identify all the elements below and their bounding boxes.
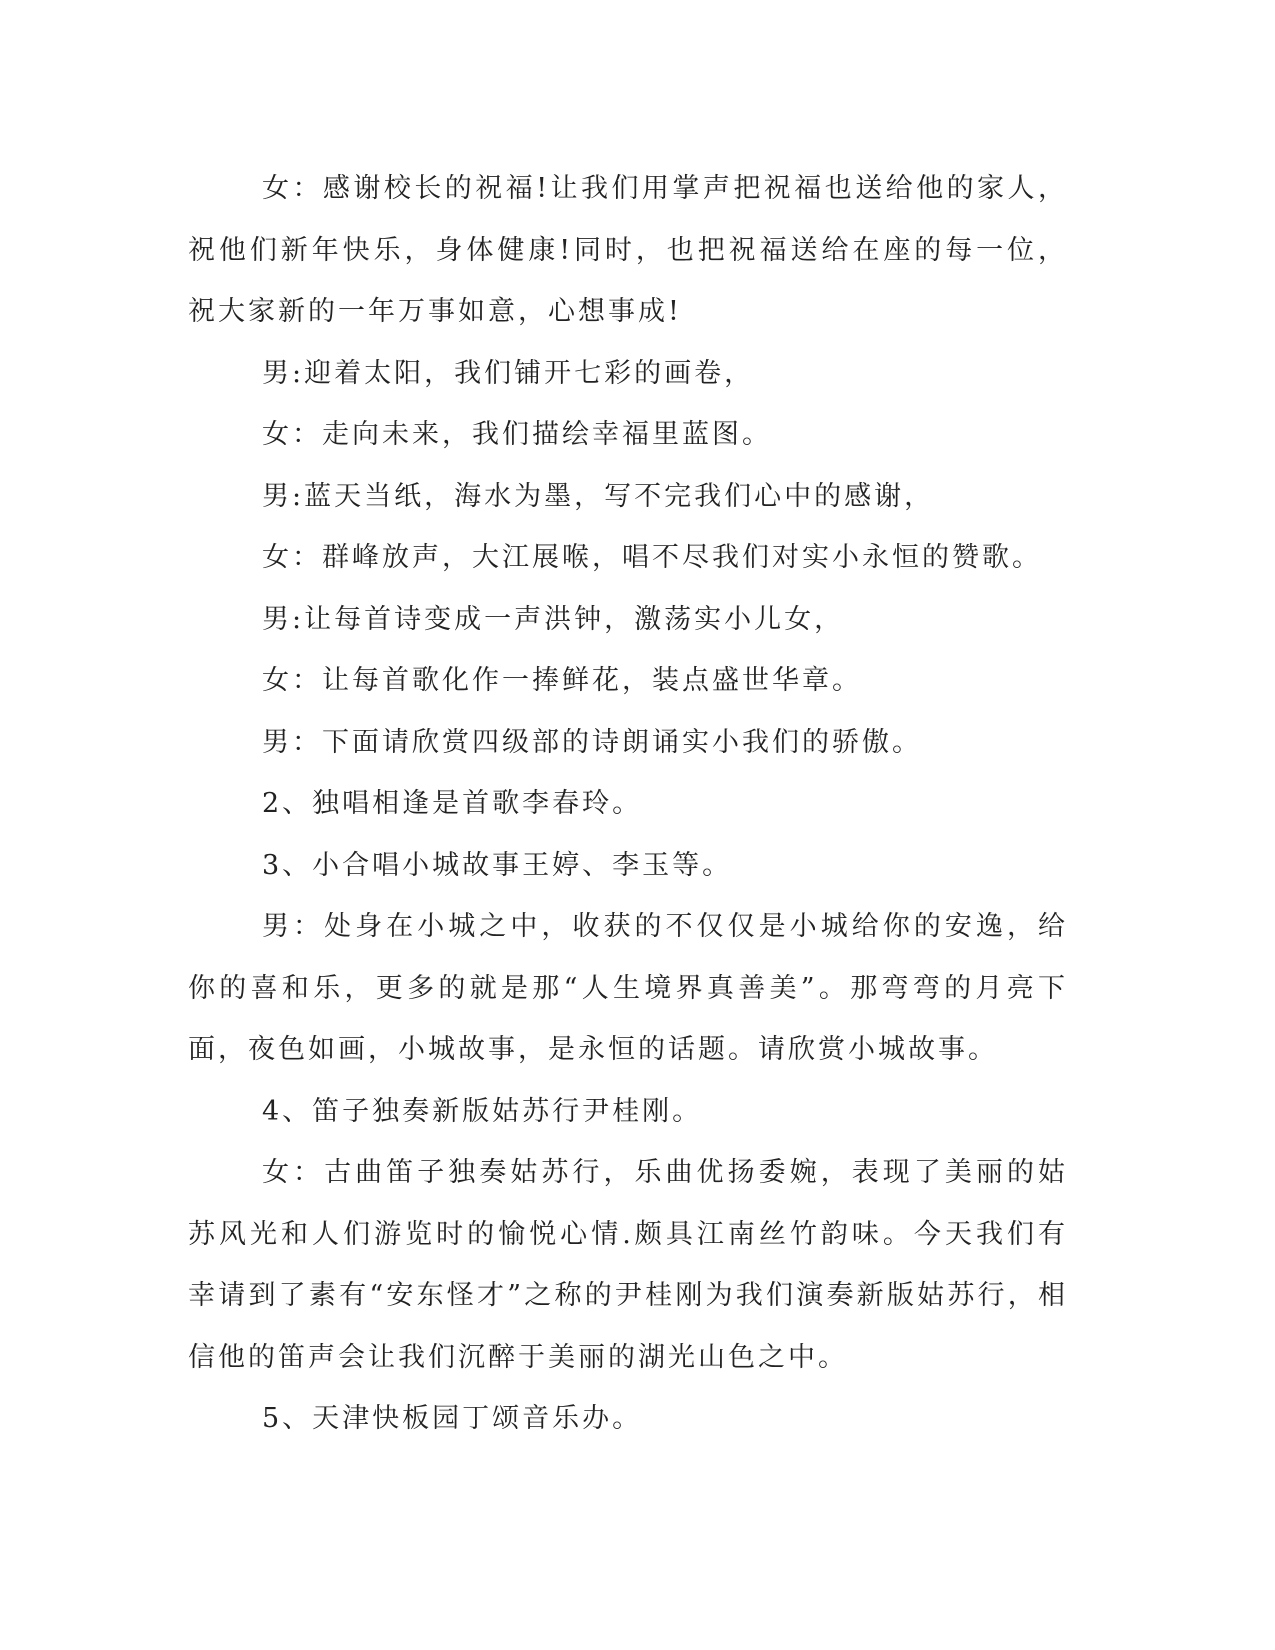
paragraph-host-male-poem: 男:让每首诗变成一声洪钟，激荡实小儿女， [262,603,845,635]
paragraph-host-female-song: 女：让每首歌化作一捧鲜花，装点盛世华章。 [262,665,862,696]
paragraph-host-female-blessing: 女：感谢校长的祝福!让我们用掌声把祝福也送给他的家人，祝他们新年快乐，身体健康!同时，也把祝福送给在座的每一位，祝大家新的一年万事如意，心想事成! [188,173,1068,327]
paragraph-host-male-small-town: 男：处身在小城之中，收获的不仅仅是小城给你的安逸，给你的喜和乐，更多的就是那“人生境界真善美”。那弯弯的月亮下面，夜色如画，小城故事，是永恒的话题。请欣赏小城故事。 [188,911,1068,1065]
paragraph-host-male-recitation: 男：下面请欣赏四级部的诗朗诵实小我们的骄傲。 [262,726,922,758]
program-item-2: 2、独唱相逢是首歌李春玲。 [262,788,643,819]
paragraph-host-female-flute: 女：古曲笛子独奏姑苏行，乐曲优扬委婉，表现了美丽的姑苏风光和人们游览时的愉悦心情.颇具江南丝竹韵味。今天我们有幸请到了素有“安东怪才”之称的尹桂刚为我们演奏新版姑苏行，相信他的笛声会让我们沉醉于美丽的湖光山色之中。 [188,1157,1068,1373]
program-item-5: 5、天津快板园丁颂音乐办。 [262,1403,643,1434]
paragraph-host-female-future: 女：走向未来，我们描绘幸福里蓝图。 [262,419,772,450]
paragraph-host-male-sun: 男:迎着太阳，我们铺开七彩的画卷， [262,357,755,389]
program-item-3: 3、小合唱小城故事王婷、李玉等。 [262,849,733,881]
paragraph-host-female-mountains: 女：群峰放声，大江展喉，唱不尽我们对实小永恒的赞歌。 [262,542,1042,573]
document-body [188,158,1068,1450]
paragraph-host-male-sky: 男:蓝天当纸，海水为墨，写不完我们心中的感谢， [262,480,935,512]
program-item-4: 4、笛子独奏新版姑苏行尹桂刚。 [262,1095,703,1127]
